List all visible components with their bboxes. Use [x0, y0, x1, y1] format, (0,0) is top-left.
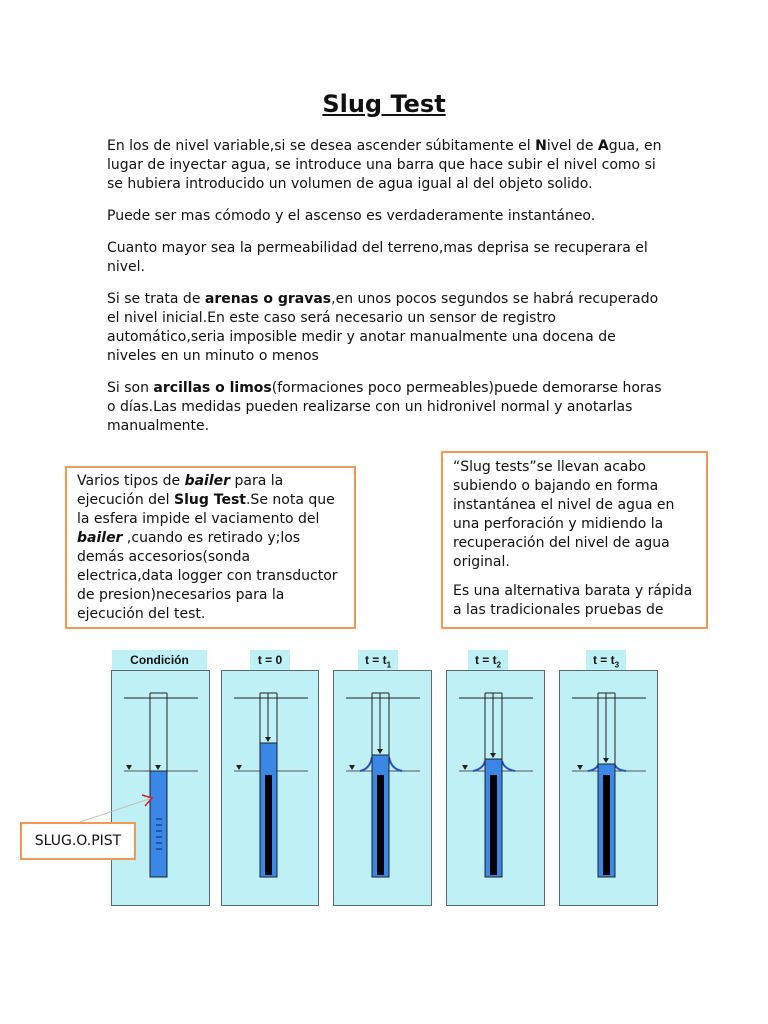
header-t0: t = 0	[250, 650, 290, 670]
paragraph-sands: Si se trata de arenas o gravas,en unos pocos segundos se habrá recuperado el nivel inicial.En este caso será necesario un sensor de registro automático,seria imposible medir y anotar manualmente una docena de niveles en un minuto o menos	[107, 291, 659, 364]
paragraph-clays: Si son arcillas o limos(formaciones poco permeables)puede demorarse horas o días.Las medidas pueden realizarse con un hidronivel normal y anotarlas manualmente.	[107, 380, 662, 434]
header-t2: $t = t_2$	[468, 650, 508, 670]
slug-tests-definition: “Slug tests”se llevan acabo subiendo o bajando en forma instantánea el nivel de agua en una perforación y midiendo la recuperación del nivel de agua original.	[453, 459, 675, 570]
paragraph-intro: En los de nivel variable,si se desea ascender súbitamente el Nivel de Agua, en lugar de inyectar agua, se introduce una barra que hace subir el nivel como si se hubiera introducido un volumen de agua igual al del objeto solido.	[107, 138, 662, 192]
bailer-note-box: Varios tipos de bailer para la ejecución del Slug Test.Se nota que la esfera impide el vaciamento del bailer ,cuando es retirado y;los demás accesorios(sonda electrica,data logger con transductor de presion)necesarios para la ejecución del test.	[65, 466, 356, 629]
slug-label: SLUG.O.PIST	[20, 822, 136, 860]
slug-tests-alternative: Es una alternativa barata y rápida a las tradicionales pruebas de	[453, 583, 693, 618]
paragraph-permeability: Cuanto mayor sea la permeabilidad del terreno,mas deprisa se recuperara el nivel.	[107, 240, 648, 275]
header-t1: $t = t_1$	[358, 650, 398, 670]
header-t3: $t = t_3$	[586, 650, 626, 670]
header-initial-condition: Condición	[112, 650, 207, 670]
page-title: Slug Test	[322, 90, 446, 118]
paragraph-comfort: Puede ser mas cómodo y el ascenso es verdaderamente instantáneo.	[107, 208, 596, 224]
